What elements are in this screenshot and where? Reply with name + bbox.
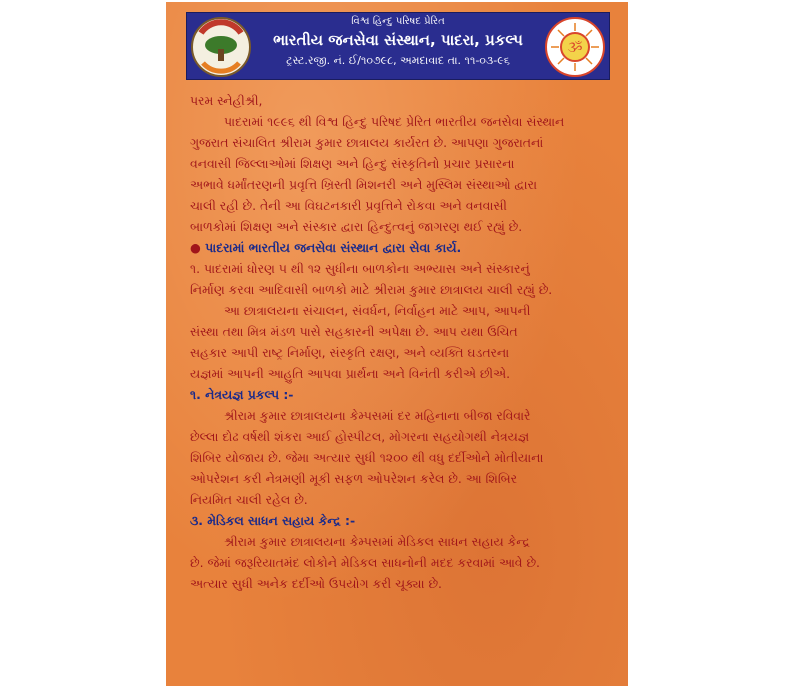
header-registration: ટ્રસ્ટ.રજી. નં. ઈ/૧૦૭૯૮, અમદાવાદ તા. ૧૧-૦૩-૯૬ xyxy=(286,54,510,67)
intro-line: પાદરામાં ૧૯૯૬ થી વિશ્વ હિન્દુ પરિષદ પ્રેરિત ભારતીય જનસેવા સંસ્થાન xyxy=(224,114,565,129)
pamphlet-page xyxy=(166,2,628,686)
appeal-paragraph xyxy=(190,300,604,384)
medical-paragraph xyxy=(190,531,604,594)
netrayagna-line: ઓપરેશન કરી નેત્રમણી મૂકી સફળ ઓપરેશન કરેલ છે. આ શિબિર xyxy=(190,471,517,486)
om-symbol: ૐ xyxy=(567,40,583,56)
medical-line: અત્યાર સુધી અનેક દર્દીઓ ઉપયોગ કરી ચૂક્યા છે. xyxy=(190,576,442,591)
appeal-line: આ છાત્રાલયના સંચાલન, સંવર્ધન, નિર્વાહન માટે આપ, આપની xyxy=(224,303,531,318)
intro-line: અભાવે ધર્માંતરણની પ્રવૃત્તિ ખ્રિસ્તી મિશનરી અને મુસ્લિમ સંસ્થાઓ દ્વારા xyxy=(190,177,537,192)
point-1-line: નિર્માણ કરવા આદિવાસી બાળકો માટે શ્રીરામ કુમાર છાત્રાલય ચાલી રહ્યું છે. xyxy=(190,282,553,297)
bullet-icon: ● xyxy=(190,240,201,255)
letter-body xyxy=(190,90,604,594)
appeal-line: યજ્ઞમાં આપની આહુતિ આપવા પ્રાર્થના અને વિનંતી કરીએ છીએ. xyxy=(190,366,511,381)
vhp-logo xyxy=(191,17,251,77)
om-logo xyxy=(545,17,605,77)
header-line-1: વિશ્વ હિન્દુ પરિષદ પ્રેરિત xyxy=(351,16,445,27)
netrayagna-heading: ૧. નેત્રયજ્ઞ પ્રકલ્પ :- xyxy=(190,387,294,402)
netrayagna-line: શિબિર યોજાય છે. જેમા અત્યાર સુધી ૧૨૦૦ થી વધુ દર્દીઓને મોતીયાના xyxy=(190,450,544,465)
section-title-text: પાદરામાં ભારતીય જનસેવા સંસ્થાન દ્વારા સેવા કાર્ય. xyxy=(205,240,462,255)
netrayagna-line: શ્રીરામ કુમાર છાત્રાલયના કેમ્પસમાં દર મહિનાના બીજા રવિવારે xyxy=(224,408,531,423)
header-title: ભારતીય જનસેવા સંસ્થાન, પાદરા, પ્રકલ્પ xyxy=(273,31,523,49)
appeal-line: સંસ્થા તથા મિત્ર મંડળ પાસે સહકારની અપેક્ષા છે. આપ યથા ઉચિત xyxy=(190,324,518,339)
point-1-line: ૧. પાદરામાં ધોરણ ૫ થી ૧૨ સુધીના બાળકોના અભ્યાસ અને સંસ્કારનું xyxy=(190,261,530,276)
intro-line: ગુજરાત સંચાલિત શ્રીરામ કુમાર છાત્રાલય કાર્યરત છે. આપણા ગુજરાતનાં xyxy=(190,135,544,150)
salutation: પરમ સ્નેહીશ્રી, xyxy=(190,93,263,108)
netrayagna-line: છેલ્લા દોઢ વર્ષથી શંકરા આઈ હોસ્પીટલ, મોગરના સહયોગથી નેત્રયજ્ઞ xyxy=(190,429,530,444)
point-1 xyxy=(190,258,604,300)
banyan-tree-icon xyxy=(193,19,249,75)
netrayagna-line: નિયમિત ચાલી રહેલ છે. xyxy=(190,492,308,507)
header-band xyxy=(186,12,610,80)
intro-paragraph xyxy=(190,111,604,237)
appeal-line: સહકાર આપી રાષ્ટ્ર નિર્માણ, સંસ્કૃતિ રક્ષણ, અને વ્યક્તિ ઘડતરના xyxy=(190,345,510,360)
intro-line: ચાલી રહી છે. તેની આ વિઘટનકારી પ્રવૃત્તિને રોકવા અને વનવાસી xyxy=(190,198,507,213)
om-sun-icon xyxy=(547,19,603,75)
netrayagna-paragraph xyxy=(190,405,604,510)
medical-line: છે. જેમાં જરૂરિયાતમંદ લોકોને મેડિકલ સાધનોની મદદ કરવામાં આવે છે. xyxy=(190,555,540,570)
medical-heading: ૩. મેડિકલ સાધન સહાય કેન્દ્ર :- xyxy=(190,513,356,528)
intro-line: વનવાસી જિલ્લાઓમાં શિક્ષણ અને હિન્દુ સંસ્કૃતિનો પ્રચાર પ્રસારના xyxy=(190,156,515,171)
section-title xyxy=(190,237,604,258)
medical-line: શ્રીરામ કુમાર છાત્રાલયના કેમ્પસમાં મેડિકલ સાધન સહાય કેન્દ્ર xyxy=(224,534,530,549)
intro-line: બાળકોમાં શિક્ષણ અને સંસ્કાર દ્વારા હિન્દુત્વનું જાગરણ થઈ રહ્યું છે. xyxy=(190,219,523,234)
